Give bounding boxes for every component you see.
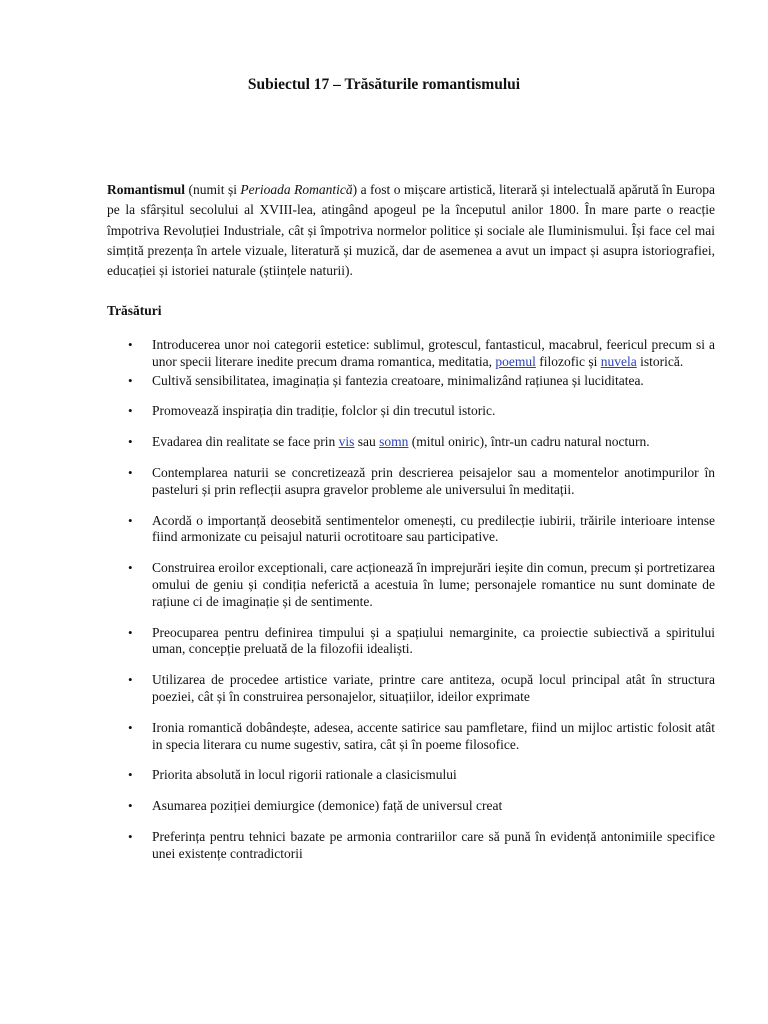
- list-item-text: filozofic și: [535, 353, 601, 369]
- list-item: [107, 434, 715, 451]
- intro-term: Romantismul: [107, 182, 186, 197]
- intro-text-part1: (numit și: [185, 182, 241, 197]
- list-item: [107, 373, 715, 390]
- bullet-icon: •: [128, 624, 133, 640]
- list-item: [107, 767, 715, 784]
- link-poemul[interactable]: poemul: [495, 353, 536, 369]
- features-list: [107, 337, 715, 877]
- list-item-text: (mitul oniric), într-un cadru natural nocturn.: [408, 434, 650, 450]
- list-item-text: Priorita absolută in locul rigorii rationale a clasicismului: [152, 767, 457, 783]
- list-item-text: Evadarea din realitate se face prin: [152, 434, 339, 450]
- bullet-icon: •: [128, 767, 133, 783]
- link-nuvela[interactable]: nuvela: [600, 353, 637, 369]
- intro-text-part2: ) a fost o mișcare artistică, literară și intelectuală apărută în Europa pe la sfârșitul secolului al XVIII-lea, atingând apogeul pe la începutul anilor 1800. În mare parte o reacție împotriva Revoluției Industriale, cât și împotriva normelor politice și sociale ale Iluminismului. Își face cel mai simțită prezența în artele vizuale, literatură și muzică, dar de asemenea a avut un impact și asupra istoriografiei, educației și istoriei naturale (științele naturii).: [107, 182, 715, 279]
- section-heading: Trăsături: [107, 303, 162, 318]
- list-item-text: Utilizarea de procedee artistice variate, printre care antiteza, ocupă locul principal atât în structura poeziei, cât și în construirea personajelor, situațiilor, ideilor exprimate: [152, 672, 715, 704]
- list-item: [107, 403, 715, 420]
- list-item-text: sau: [354, 434, 380, 450]
- intro-paragraph: [107, 180, 715, 281]
- document-title: Subiectul 17 – Trăsăturile romantismului: [247, 76, 521, 93]
- list-item: [107, 625, 715, 659]
- bullet-icon: •: [128, 434, 133, 450]
- list-item: [107, 720, 715, 754]
- list-item: [107, 798, 715, 815]
- list-item-text: Preferința pentru tehnici bazate pe armonia contrariilor care să pună în evidență antonimiile specifice unei existențe contradictorii: [152, 828, 715, 861]
- bullet-icon: •: [128, 828, 133, 844]
- list-item-text: Preocuparea pentru definirea timpului și a spațiului nemarginite, ca proiectie subiectivă a spiritului uman, concepție preluată de la filozofii idealiști.: [152, 624, 715, 657]
- list-item: [107, 513, 715, 547]
- bullet-icon: •: [128, 512, 133, 528]
- list-item-text: Introducerea unor noi categorii estetice: sublimul, grotescul, fantasticul, macabrul, feericul precum si a unor specii literare inedite precum drama romantica, meditatia,: [152, 337, 715, 369]
- link-vis[interactable]: vis: [338, 434, 355, 450]
- link-somn[interactable]: somn: [379, 434, 409, 450]
- list-item: [107, 672, 715, 706]
- list-item-text: Asumarea poziției demiurgice (demonice) față de universul creat: [152, 798, 503, 814]
- bullet-icon: •: [128, 337, 133, 352]
- list-item: [107, 337, 715, 371]
- bullet-icon: •: [128, 403, 133, 419]
- list-item-text: Promovează inspirația din tradiție, folclor și din trecutul istoric.: [152, 403, 496, 419]
- list-item-text: istorică.: [636, 353, 684, 369]
- list-item-text: Contemplarea naturii se concretizează prin descrierea peisajelor sau a momentelor anotimpurilor în pasteluri și prin reflecții asupra gravelor probleme ale universului în meditații.: [152, 464, 715, 497]
- bullet-icon: •: [128, 372, 133, 388]
- bullet-icon: •: [128, 464, 133, 480]
- list-item-text: Acordă o importanță deosebită sentimentelor omenești, cu predilecție iubirii, trăirile interioare intense fiind armonizate cu peisajul naturii ocrotitoare sau participative.: [152, 512, 715, 545]
- bullet-icon: •: [128, 672, 133, 688]
- intro-alias: Perioada Romantică: [240, 182, 353, 197]
- list-item: [107, 465, 715, 499]
- list-item-text: Ironia romantică dobândește, adesea, accente satirice sau pamfletare, fiind un mijloc artistic folosit atât in specia literara cu nume sugestiv, satira, cât și în poeme filosofice.: [152, 719, 715, 752]
- list-item-text: Construirea eroilor exceptionali, care acționează în imprejurări ieșite din comun, precum și portretizarea omului de geniu și condiția neferictă a acestuia în lume; personajele romantice nu sunt dominate de rațiune ci de imaginație și de sentimente.: [152, 560, 716, 609]
- bullet-icon: •: [128, 560, 133, 576]
- bullet-icon: •: [128, 719, 133, 735]
- bullet-icon: •: [128, 798, 133, 814]
- list-item: [107, 829, 715, 863]
- list-item: [107, 560, 715, 610]
- list-item-text: Cultivă sensibilitatea, imaginația și fantezia creatoare, minimalizând rațiunea și luciditatea.: [152, 372, 644, 388]
